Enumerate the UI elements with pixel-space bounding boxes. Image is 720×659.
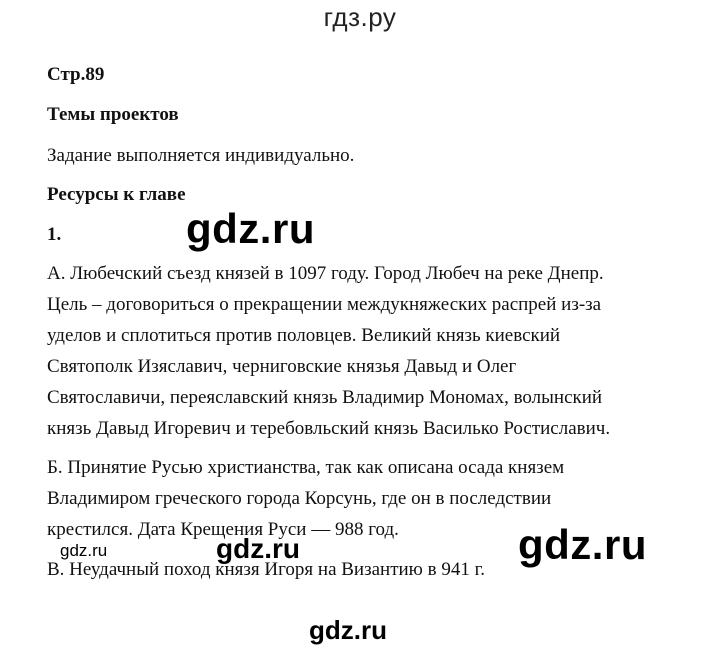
paragraph-c: В. Неудачный поход князя Игоря на Византию в 941 г. (47, 559, 485, 580)
paragraph-b-line: Б. Принятие Русью христианства, так как описана осада князем (47, 457, 565, 478)
site-header: гдз.ру (323, 2, 397, 32)
page-number: Стр.89 (47, 64, 105, 85)
paragraph-a-line: князь Давыд Игоревич и теребовльский князь Василько Ростиславич. (47, 418, 611, 439)
watermark-left: gdz.ru (60, 541, 108, 560)
item-number: 1. (47, 224, 62, 245)
section-title-projects: Темы проектов (47, 104, 179, 125)
paragraph-b (47, 452, 564, 545)
paragraph-a-line: уделов и сплотиться против половцев. Великий князь киевский (47, 325, 561, 346)
paragraph-b-line: Владимиром греческого города Корсунь, где он в последствии (47, 488, 552, 509)
section-title-resources: Ресурсы к главе (47, 184, 186, 205)
watermark-bottom: gdz.ru (309, 615, 387, 645)
paragraph-a (47, 258, 610, 444)
projects-text: Задание выполняется индивидуально. (47, 145, 355, 166)
paragraph-a-line: Святославичи, переяславский князь Владимир Мономах, волынский (47, 387, 603, 408)
paragraph-a-line: А. Любечский съезд князей в 1097 году. Город Любеч на реке Днепр. (47, 263, 604, 284)
paragraph-a-line: Святополк Изяславич, черниговские князья Давыд и Олег (47, 356, 517, 377)
watermark-middle: gdz.ru (216, 533, 300, 564)
watermark-right: gdz.ru (518, 521, 647, 568)
paragraph-b-line: крестился. Дата Крещения Руси — 988 год. (47, 519, 399, 540)
watermark-center: gdz.ru (186, 205, 315, 252)
paragraph-a-line: Цель – договориться о прекращении междукняжеских распрей из-за (47, 294, 602, 315)
